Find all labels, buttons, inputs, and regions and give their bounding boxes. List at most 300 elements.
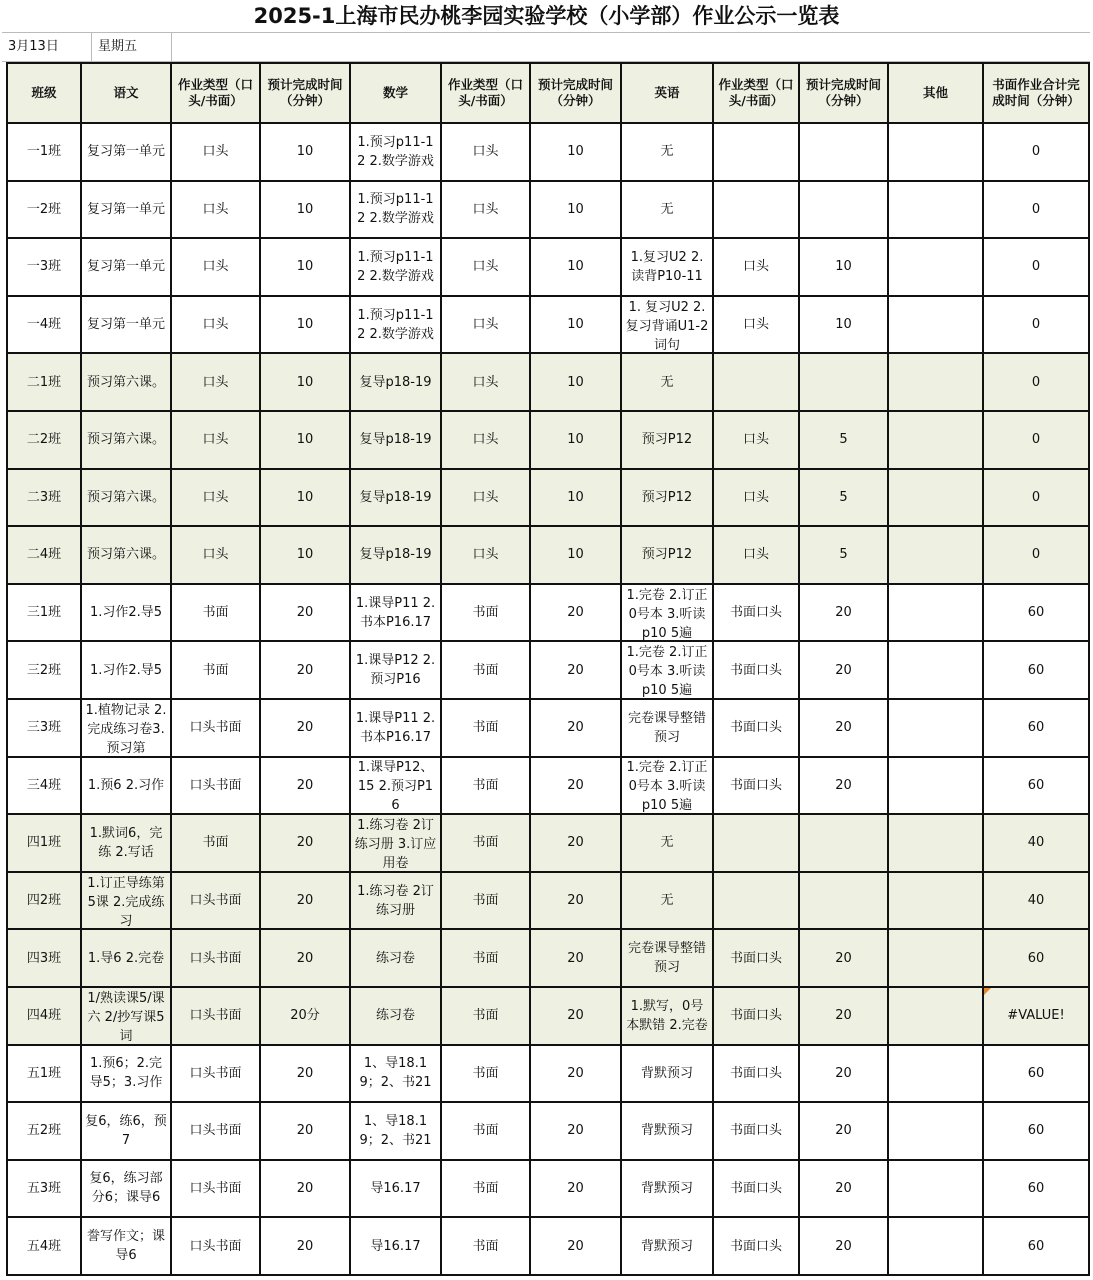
cell-english[interactable] [621,641,713,699]
cell-text: 口头 [742,259,769,275]
cell-other[interactable] [888,699,983,757]
cell-math[interactable] [350,987,441,1045]
cell-chinese[interactable] [81,929,171,987]
cell-class[interactable] [7,641,81,699]
cell-english-time[interactable] [799,929,888,987]
cell-chinese-time[interactable] [260,814,350,872]
cell-english[interactable] [621,929,713,987]
cell-written-total[interactable] [983,929,1089,987]
cell-class[interactable] [7,296,81,354]
cell-math-time[interactable] [530,1217,621,1275]
cell-english-time[interactable] [799,584,888,642]
cell-chinese-type[interactable] [171,757,260,815]
cell-english-type[interactable] [713,699,799,757]
cell-english[interactable] [621,353,713,411]
table-row [7,929,1089,987]
cell-english-time[interactable] [799,353,888,411]
header-english[interactable]: 英语 [621,63,713,123]
cell-english-type[interactable] [713,411,799,469]
cell-text: 1.预习p11-12 2.数学游戏 [357,307,434,342]
cell-math[interactable] [350,123,441,181]
cell-text: 书面口头 [729,1008,782,1024]
cell-chinese[interactable] [81,699,171,757]
cell-text: 口头 [742,547,769,563]
cell-english-time[interactable] [799,411,888,469]
cell-text: 0 [1031,259,1041,275]
cell-chinese[interactable] [81,1160,171,1218]
cell-chinese-type[interactable] [171,1217,260,1275]
cell-english-time[interactable] [799,814,888,872]
cell-chinese[interactable] [81,1217,171,1275]
cell-text: 书面 [472,662,499,678]
cell-english[interactable] [621,699,713,757]
cell-math[interactable] [350,1217,441,1275]
header-english-type[interactable]: 作业类型（口头/书面） [713,63,799,123]
cell-english-time[interactable] [799,641,888,699]
cell-written-total[interactable] [983,411,1089,469]
cell-class[interactable] [7,238,81,296]
cell-class[interactable] [7,929,81,987]
cell-written-total[interactable] [983,699,1089,757]
cell-chinese-type[interactable] [171,1160,260,1218]
cell-math[interactable] [350,814,441,872]
cell-math-type[interactable] [441,296,530,354]
cell-english[interactable] [621,872,713,930]
cell-english-time[interactable] [799,872,888,930]
cell-math-time[interactable] [530,757,621,815]
cell-english-type[interactable] [713,987,799,1045]
cell-class[interactable] [7,526,81,584]
cell-chinese[interactable] [81,123,171,181]
cell-chinese[interactable] [81,296,171,354]
cell-math[interactable] [350,757,441,815]
header-chinese-time[interactable]: 预计完成时间（分钟） [260,63,350,123]
cell-english-type[interactable] [713,181,799,239]
cell-other[interactable] [888,1160,983,1218]
cell-chinese-time[interactable] [260,1102,350,1160]
cell-math-time[interactable] [530,353,621,411]
cell-class[interactable] [7,814,81,872]
cell-english[interactable] [621,526,713,584]
cell-math-time[interactable] [530,181,621,239]
cell-math[interactable] [350,1045,441,1103]
cell-chinese-type[interactable] [171,526,260,584]
cell-text: 20 [296,720,314,736]
cell-english-time[interactable] [799,469,888,527]
cell-text: 10 [296,317,314,333]
cell-other[interactable] [888,987,983,1045]
cell-math-type[interactable] [441,757,530,815]
cell-math-time[interactable] [530,411,621,469]
cell-english-time[interactable] [799,526,888,584]
cell-written-total[interactable] [983,757,1089,815]
cell-math-time[interactable] [530,469,621,527]
cell-english-time[interactable] [799,123,888,181]
cell-english[interactable] [621,814,713,872]
cell-math-type[interactable] [441,1217,530,1275]
cell-english[interactable] [621,1045,713,1103]
cell-class[interactable] [7,1102,81,1160]
cell-math-type[interactable] [441,1045,530,1103]
cell-written-total[interactable] [983,238,1089,296]
cell-text: 0 [1031,432,1041,448]
cell-text: 1.订正导练第5课 2.完成练习 [87,875,165,928]
cell-chinese[interactable] [81,353,171,411]
cell-chinese-type[interactable] [171,987,260,1045]
cell-written-total[interactable] [983,353,1089,411]
cell-written-total[interactable] [983,1102,1089,1160]
cell-text: 口头 [202,374,229,390]
table-row [7,1045,1089,1103]
cell-math[interactable] [350,929,441,987]
cell-math[interactable] [350,353,441,411]
cell-class[interactable] [7,469,81,527]
header-math-time[interactable]: 预计完成时间（分钟） [530,63,621,123]
table-row [7,1160,1089,1218]
cell-text: 口头 [472,547,499,563]
cell-chinese-time[interactable] [260,526,350,584]
header-chinese-type[interactable]: 作业类型（口头/书面） [171,63,260,123]
cell-class[interactable] [7,411,81,469]
empty-cell[interactable] [172,33,1090,61]
cell-text: 背默预习 [640,1238,693,1254]
cell-english-type[interactable] [713,1102,799,1160]
date-cell[interactable]: 3月13日 [2,33,92,61]
cell-english-type[interactable] [713,757,799,815]
cell-chinese[interactable] [81,872,171,930]
cell-math-type[interactable] [441,469,530,527]
cell-class[interactable] [7,699,81,757]
cell-other[interactable] [888,1217,983,1275]
cell-math-type[interactable] [441,353,530,411]
cell-chinese-type[interactable] [171,872,260,930]
cell-other[interactable] [888,584,983,642]
cell-english-time[interactable] [799,296,888,354]
cell-math-type[interactable] [441,123,530,181]
cell-text: 无 [660,374,674,390]
cell-text: 一4班 [26,317,62,333]
cell-text: 20 [835,1008,852,1024]
cell-english[interactable] [621,411,713,469]
cell-english[interactable] [621,469,713,527]
cell-written-total[interactable] [983,296,1089,354]
cell-chinese[interactable] [81,469,171,527]
cell-math[interactable] [350,181,441,239]
cell-math-time[interactable] [530,699,621,757]
cell-other[interactable] [888,641,983,699]
cell-math-type[interactable] [441,584,530,642]
cell-math-time[interactable] [530,987,621,1045]
cell-english-type[interactable] [713,584,799,642]
cell-english[interactable] [621,1102,713,1160]
cell-math-time[interactable] [530,929,621,987]
cell-math[interactable] [350,584,441,642]
cell-written-total[interactable] [983,469,1089,527]
cell-written-total[interactable] [983,526,1089,584]
cell-chinese-time[interactable] [260,929,350,987]
cell-chinese-type[interactable] [171,181,260,239]
cell-chinese-time[interactable] [260,353,350,411]
cell-chinese[interactable] [81,1045,171,1103]
cell-text: 三3班 [26,720,62,736]
cell-text: 1.默词6，完练 2.写话 [89,825,163,860]
header-math-type[interactable]: 作业类型（口头/书面） [441,63,530,123]
cell-english-type[interactable] [713,353,799,411]
cell-chinese-time[interactable] [260,757,350,815]
cell-class[interactable] [7,757,81,815]
cell-english-type[interactable] [713,1217,799,1275]
cell-math-time[interactable] [530,1045,621,1103]
cell-chinese[interactable] [81,1102,171,1160]
cell-chinese-time[interactable] [260,987,350,1045]
cell-other[interactable] [888,469,983,527]
cell-math-type[interactable] [441,641,530,699]
cell-english-time[interactable] [799,238,888,296]
cell-english-type[interactable] [713,641,799,699]
cell-chinese[interactable] [81,757,171,815]
cell-chinese-time[interactable] [260,1217,350,1275]
cell-chinese-time[interactable] [260,181,350,239]
cell-english-type[interactable] [713,526,799,584]
cell-math[interactable] [350,1160,441,1218]
cell-english[interactable] [621,987,713,1045]
cell-math-time[interactable] [530,238,621,296]
cell-english-time[interactable] [799,699,888,757]
cell-other[interactable] [888,872,983,930]
cell-class[interactable] [7,1160,81,1218]
cell-other[interactable] [888,1045,983,1103]
cell-english-time[interactable] [799,987,888,1045]
cell-other[interactable] [888,526,983,584]
cell-text: 五3班 [26,1180,62,1196]
cell-math[interactable] [350,1102,441,1160]
cell-chinese[interactable] [81,814,171,872]
cell-text: 口头 [202,201,229,217]
cell-english[interactable] [621,584,713,642]
cell-text: 20 [296,1123,314,1139]
cell-math-time[interactable] [530,872,621,930]
cell-english-type[interactable] [713,929,799,987]
cell-other[interactable] [888,123,983,181]
cell-text: 1.植物记录 2.完成练习卷3.预习第 [85,702,167,755]
cell-chinese-time[interactable] [260,584,350,642]
cell-math[interactable] [350,526,441,584]
cell-written-total[interactable] [983,872,1089,930]
cell-class[interactable] [7,123,81,181]
cell-math[interactable] [350,296,441,354]
cell-written-total[interactable] [983,1160,1089,1218]
cell-written-total[interactable] [983,181,1089,239]
cell-text: 口头书面 [189,893,242,909]
cell-english[interactable] [621,181,713,239]
cell-text: 复6，练习部分6；课导6 [89,1171,163,1206]
cell-chinese[interactable] [81,526,171,584]
cell-chinese-type[interactable] [171,641,260,699]
cell-chinese-time[interactable] [260,872,350,930]
cell-other[interactable] [888,411,983,469]
cell-english-time[interactable] [799,1217,888,1275]
cell-other[interactable] [888,353,983,411]
cell-english-type[interactable] [713,872,799,930]
cell-math-type[interactable] [441,872,530,930]
cell-math-type[interactable] [441,1102,530,1160]
cell-math-time[interactable] [530,123,621,181]
cell-chinese-time[interactable] [260,1045,350,1103]
header-class[interactable]: 班级 [7,63,81,123]
cell-text: 20 [296,1238,314,1254]
cell-other[interactable] [888,1102,983,1160]
cell-chinese-type[interactable] [171,123,260,181]
cell-chinese-type[interactable] [171,699,260,757]
cell-english-time[interactable] [799,181,888,239]
cell-text: 完卷课导整错预习 [627,710,706,745]
cell-class[interactable] [7,987,81,1045]
cell-math-time[interactable] [530,1160,621,1218]
header-other[interactable]: 其他 [888,63,983,123]
cell-math-time[interactable] [530,296,621,354]
cell-class[interactable] [7,353,81,411]
cell-class[interactable] [7,1045,81,1103]
cell-text: 誊写作文；课导6 [86,1229,165,1264]
cell-english-type[interactable] [713,123,799,181]
cell-math-type[interactable] [441,181,530,239]
cell-chinese-type[interactable] [171,353,260,411]
cell-chinese-time[interactable] [260,296,350,354]
cell-english-type[interactable] [713,1160,799,1218]
cell-math-time[interactable] [530,814,621,872]
cell-text: 口头 [202,144,229,160]
cell-chinese-type[interactable] [171,296,260,354]
cell-english-type[interactable] [713,1045,799,1103]
cell-english-time[interactable] [799,1045,888,1103]
cell-class[interactable] [7,872,81,930]
header-written-total[interactable]: 书面作业合计完成时间（分钟） [983,63,1089,123]
cell-chinese[interactable] [81,584,171,642]
cell-math-type[interactable] [441,814,530,872]
cell-chinese-time[interactable] [260,469,350,527]
cell-chinese[interactable] [81,238,171,296]
cell-math-type[interactable] [441,526,530,584]
cell-written-total[interactable] [983,1045,1089,1103]
cell-chinese-type[interactable] [171,1045,260,1103]
cell-math[interactable] [350,469,441,527]
cell-math-type[interactable] [441,699,530,757]
cell-written-total[interactable] [983,641,1089,699]
cell-text: 40 [1027,893,1045,909]
cell-other[interactable] [888,814,983,872]
cell-math[interactable] [350,872,441,930]
cell-chinese[interactable] [81,411,171,469]
cell-chinese[interactable] [81,987,171,1045]
cell-text: 40 [1027,835,1045,851]
cell-english[interactable] [621,1160,713,1218]
cell-math-type[interactable] [441,1160,530,1218]
cell-other[interactable] [888,929,983,987]
cell-chinese-type[interactable] [171,411,260,469]
cell-written-total[interactable] [983,814,1089,872]
cell-english-type[interactable] [713,296,799,354]
header-english-time[interactable]: 预计完成时间（分钟） [799,63,888,123]
cell-chinese-time[interactable] [260,699,350,757]
cell-chinese-type[interactable] [171,814,260,872]
cell-english[interactable] [621,123,713,181]
cell-english-type[interactable] [713,469,799,527]
cell-text: 10 [296,547,314,563]
cell-other[interactable] [888,181,983,239]
cell-text: 复导p18-19 [359,374,432,390]
cell-english-type[interactable] [713,814,799,872]
cell-written-total[interactable] [983,987,1089,1045]
cell-math[interactable] [350,238,441,296]
cell-chinese[interactable] [81,181,171,239]
cell-english[interactable] [621,757,713,815]
cell-math-type[interactable] [441,238,530,296]
header-math[interactable]: 数学 [350,63,441,123]
cell-math-type[interactable] [441,411,530,469]
cell-chinese-time[interactable] [260,123,350,181]
cell-chinese-type[interactable] [171,1102,260,1160]
cell-english[interactable] [621,296,713,354]
cell-text: 1.课导P11 2.书本P16.17 [355,595,436,630]
cell-other[interactable] [888,757,983,815]
cell-english-time[interactable] [799,757,888,815]
cell-chinese-type[interactable] [171,929,260,987]
cell-text: 书面 [472,893,499,909]
cell-other[interactable] [888,296,983,354]
cell-text: 10 [567,489,584,505]
cell-written-total[interactable] [983,1217,1089,1275]
cell-class[interactable] [7,181,81,239]
cell-written-total[interactable] [983,584,1089,642]
cell-math[interactable] [350,641,441,699]
cell-chinese-type[interactable] [171,469,260,527]
cell-math-time[interactable] [530,526,621,584]
table-row [7,296,1089,354]
cell-class[interactable] [7,1217,81,1275]
cell-math-type[interactable] [441,929,530,987]
header-chinese[interactable]: 语文 [81,63,171,123]
cell-english[interactable] [621,238,713,296]
cell-text: 口头书面 [189,1008,242,1024]
cell-math-time[interactable] [530,641,621,699]
weekday-cell[interactable]: 星期五 [92,33,172,61]
cell-english-time[interactable] [799,1102,888,1160]
cell-chinese-time[interactable] [260,411,350,469]
cell-text: 背默预习 [640,1180,693,1196]
cell-math-type[interactable] [441,987,530,1045]
cell-math-time[interactable] [530,1102,621,1160]
cell-chinese-time[interactable] [260,1160,350,1218]
cell-math[interactable] [350,411,441,469]
cell-math-time[interactable] [530,584,621,642]
cell-chinese-time[interactable] [260,238,350,296]
cell-english-type[interactable] [713,238,799,296]
cell-text: 60 [1027,605,1045,621]
cell-chinese-time[interactable] [260,641,350,699]
cell-text: 书面 [472,605,499,621]
cell-text: 60 [1027,1180,1045,1196]
cell-chinese-type[interactable] [171,238,260,296]
cell-english-time[interactable] [799,1160,888,1218]
cell-chinese[interactable] [81,641,171,699]
cell-chinese-type[interactable] [171,584,260,642]
cell-other[interactable] [888,238,983,296]
cell-written-total[interactable] [983,123,1089,181]
cell-english[interactable] [621,1217,713,1275]
cell-class[interactable] [7,584,81,642]
cell-text: 60 [1027,950,1045,966]
cell-math[interactable] [350,699,441,757]
